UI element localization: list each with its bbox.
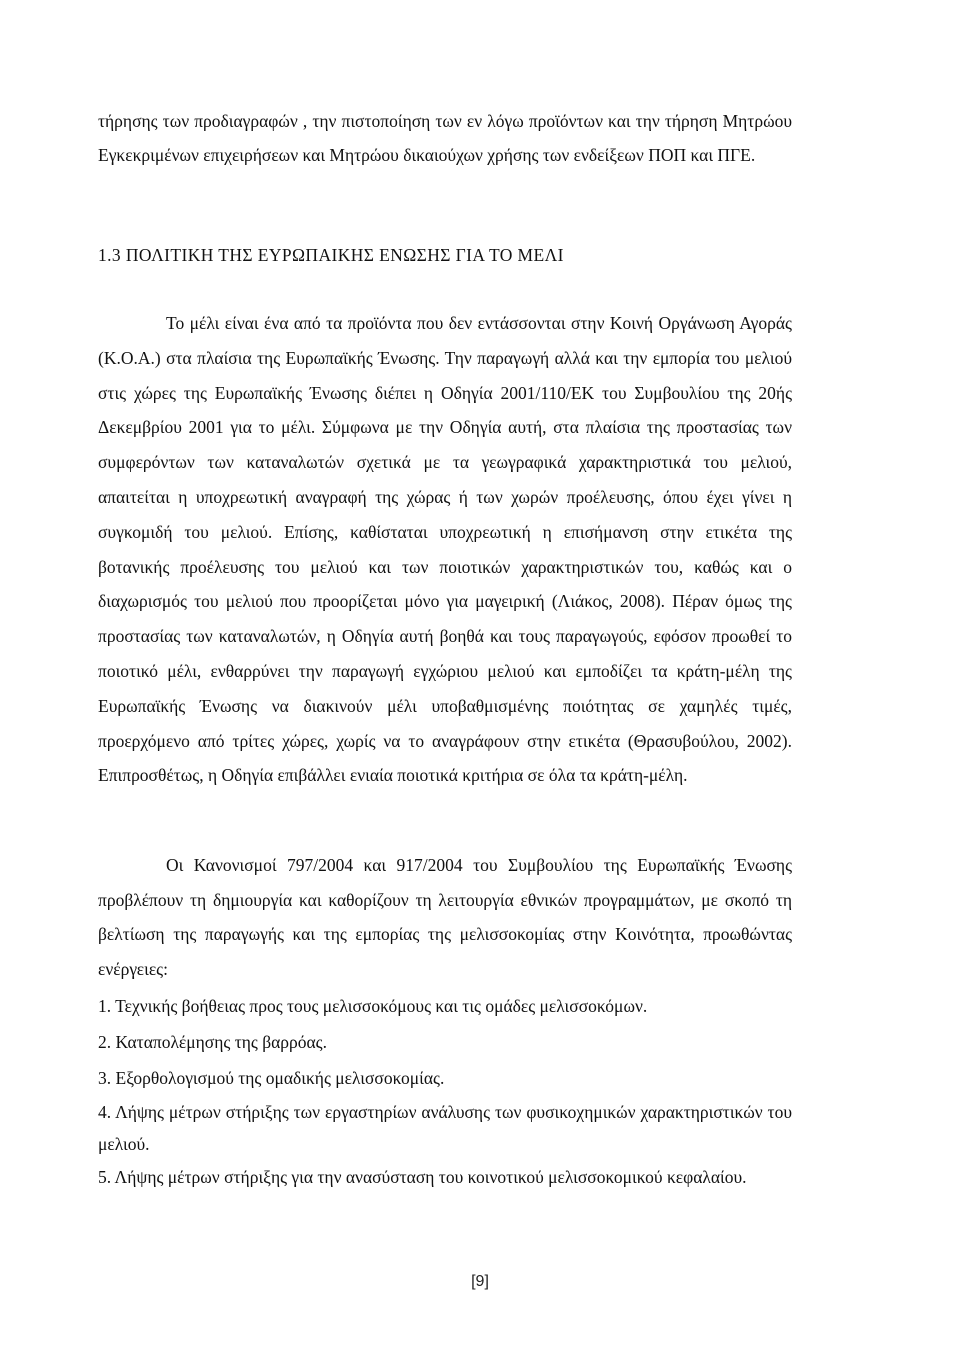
regulations-paragraph: Οι Κανονισμοί 797/2004 και 917/2004 του Συμβουλίου της Ευρωπαϊκής Ένωσης προβλέπουν τη δημιουργία και καθορίζουν τη λειτουργία εθνικών προγραμμάτων, με σκοπό τη βελτίωση της παραγωγής και της εμπορίας της μελισσοκομίας στην Κοινότητα, προωθώντας ενέργειες: xyxy=(98,855,792,979)
policy-paragraph: Το μέλι είναι ένα από τα προϊόντα που δεν εντάσσονται στην Κοινή Οργάνωση Αγοράς (Κ.Ο.Α.) στα πλαίσια της Ευρωπαϊκής Ένωσης. Την παραγωγή αλλά και την εμπορία του μελιού στις χώρες της Ευρωπαϊκής Ένωσης διέπει η Οδηγία 2001/110/ΕΚ του Συμβουλίου της 20ής Δεκεμβρίου 2001 για το μέλι. Σύμφωνα με την Οδηγία αυτή, στα πλαίσια της προστασίας των συμφερόντων των καταναλωτών σχετικά με τα γεωγραφικά χαρακτηριστικά του μελιού, απαιτείται η υποχρεωτική αναγραφή της χώρας ή των χωρών προέλευσης, όπου έχει γίνει η συγκομιδή του μελιού. Επίσης, καθίσταται υποχρεωτική η επισήμανση στην ετικέτα της βοτανικής προέλευσης του μελιού και των ποιοτικών χαρακτηριστικών του, καθώς και ο διαχωρισμός του μελιού που προορίζεται μόνο για μαγειρική (Λιάκος, 2008). Πέραν όμως της προστασίας των καταναλωτών, η Οδηγία αυτή βοηθά και τους παραγωγούς, εφόσον προωθεί το ποιοτικό μέλι, ενθαρρύνει την παραγωγή εγχώριου μελιού και εμποδίζει τα κράτη-μέλη της Ευρωπαϊκής Ένωσης να διακινούν μέλι υποβαθμισμένης ποιότητας σε χαμηλές τιμές, προερχόμενο από τρίτες χώρες, χωρίς να το αναγράφουν στην ετικέτα (Θρασυβούλου, 2002). Επιπροσθέτως, η Οδηγία επιβάλλει ενιαία ποιοτικά κριτήρια σε όλα τα κράτη-μέλη. xyxy=(98,313,792,786)
page-number: [9] xyxy=(471,1273,489,1290)
section-heading: 1.3 ΠΟΛΙΤΙΚΗ ΤΗΣ ΕΥΡΩΠΑΙΚΗΣ ΕΝΩΣΗΣ ΓΙΑ ΤΟ ΜΕΛΙ xyxy=(98,245,564,265)
list-item: 2. Καταπολέμησης της βαρρόας. xyxy=(98,1032,327,1052)
list-item: 1. Τεχνικής βοήθειας προς τους μελισσοκόμους και τις ομάδες μελισσοκόμων. xyxy=(98,996,648,1016)
list-item: 3. Εξορθολογισμού της ομαδικής μελισσοκομίας. xyxy=(98,1068,445,1088)
intro-paragraph: τήρησης των προδιαγραφών , την πιστοποίηση των εν λόγω προϊόντων και την τήρηση Μητρώου Εγκεκριμένων επιχειρήσεων και Μητρώου δικαιούχων χρήσης των ενδείξεων ΠΟΠ και ΠΓΕ. xyxy=(98,111,792,165)
list-item: 4. Λήψης μέτρων στήριξης των εργαστηρίων ανάλυσης των φυσικοχημικών χαρακτηριστικών του μελιού. xyxy=(98,1102,792,1154)
list-item: 5. Λήψης μέτρων στήριξης για την ανασύσταση του κοινοτικού μελισσοκομικού κεφαλαίου. xyxy=(98,1167,747,1187)
